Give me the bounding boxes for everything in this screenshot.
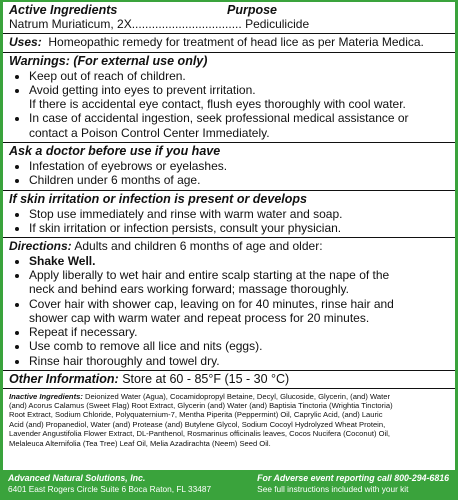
list-item: • If skin irritation or infection persists, consult your physician. bbox=[29, 221, 451, 235]
directions-section bbox=[3, 237, 455, 370]
ingredient-leader-dots: ................................. bbox=[131, 17, 242, 31]
directions-intro: Adults and children 6 months of age and older: bbox=[74, 239, 323, 254]
ingredient-purpose: Pediculicide bbox=[245, 17, 310, 31]
list-item: • Rinse hair thoroughly and towel dry. bbox=[29, 354, 451, 368]
list-item-continuation: contact a Poison Control Center Immediately. bbox=[29, 125, 270, 140]
uses-text: Homeopathic remedy for treatment of head lice as per Materia Medica. bbox=[48, 35, 424, 49]
company-address: 6401 East Rogers Circle Suite 6 Boca Raton, FL 33487 bbox=[8, 484, 212, 494]
list-item-continuation: If there is accidental eye contact, flush eyes thoroughly with cool water. bbox=[29, 97, 406, 112]
company-name: Advanced Natural Solutions, Inc. bbox=[8, 473, 146, 483]
skin-irritation-list bbox=[9, 207, 451, 236]
ask-doctor-list bbox=[9, 159, 451, 188]
inactive-ingredients-section bbox=[3, 388, 455, 451]
list-item: • Shake Well. bbox=[29, 254, 451, 268]
inactive-line: Root Extract, Sodium Chloride, Polyquaternium-7, Mentha Piperita (Peppermint) Oil, Caprylic Acid, (and) Lauric bbox=[9, 410, 383, 420]
inactive-line: (and) Acorus Calamus (Sweet Flag) Root Extract, Glycerin (and) Water (and) Baptisia Tinctoria (Wrightia Tinctoria) bbox=[9, 400, 393, 410]
list-item: • Repeat if necessary. bbox=[29, 325, 451, 339]
footer-bar bbox=[3, 470, 455, 500]
list-item: • Apply liberally to wet hair and entire scalp starting at the nape of the bbox=[29, 268, 451, 282]
list-item-continuation: neck and behind ears working forward; massage thoroughly. bbox=[29, 282, 349, 297]
skin-irritation-title: If skin irritation or infection is present or develops bbox=[9, 191, 307, 206]
warnings-list bbox=[9, 69, 451, 140]
active-ingredients-section bbox=[3, 2, 455, 33]
ask-doctor-title: Ask a doctor before use if you have bbox=[9, 143, 221, 158]
warnings-title: Warnings: (For external use only) bbox=[9, 53, 208, 68]
footer-company-block bbox=[8, 473, 211, 495]
uses-label: Uses: bbox=[9, 35, 42, 49]
inactive-line: Deionized Water (Agua), Cocamidopropyl Betaine, Decyl, Glucoside, Glycerin, (and) Water bbox=[84, 391, 390, 401]
directions-label: Directions: bbox=[9, 239, 72, 254]
list-item: • Keep out of reach of children. bbox=[29, 69, 451, 83]
other-information-section bbox=[3, 370, 455, 388]
inactive-line: Melaleuca Alternifolia (Tea Tree) Leaf Oil, Melia Azadirachta (Neem) Seed Oil. bbox=[9, 438, 271, 448]
footer-reporting-block bbox=[257, 473, 449, 495]
active-ingredients-label: Active Ingredients bbox=[9, 3, 118, 17]
other-information-label: Other Information: bbox=[9, 372, 119, 387]
inactive-line: Lavender Angustifolia Flower Extract, DL-Panthenol, Rosmarinus officinalis leaves, Cocos Nucifera (Coconut) Oil, bbox=[9, 429, 390, 439]
list-item: • Stop use immediately and rinse with warm water and soap. bbox=[29, 207, 451, 221]
other-information-text: Store at 60 - 85°F (15 - 30 °C) bbox=[122, 372, 290, 387]
ingredient-name: Natrum Muriaticum, 2X bbox=[9, 17, 132, 31]
purpose-label: Purpose bbox=[227, 3, 278, 17]
warnings-section bbox=[3, 52, 455, 142]
list-item-continuation: shower cap with warm water and repeat process for 20 minutes. bbox=[29, 310, 370, 325]
adverse-event-phone: For Adverse event reporting call 800-294-6816 bbox=[257, 473, 449, 483]
skin-irritation-section bbox=[3, 190, 455, 238]
directions-list bbox=[9, 254, 451, 368]
inactive-ingredients-label: Inactive Ingredients: bbox=[9, 391, 83, 401]
list-item: • Infestation of eyebrows or eyelashes. bbox=[29, 159, 451, 173]
ingredient-row bbox=[9, 17, 451, 33]
list-item: • Children under 6 months of age. bbox=[29, 173, 451, 187]
active-ingredients-header bbox=[9, 2, 451, 17]
inactive-line: Acid (and) Propanediol, Water (and) Protease (and) Butylene Glycol, Sodium Cocoyl Hydrolyzed Wheat Protein, bbox=[9, 419, 386, 429]
kit-instructions-note: See full instructions included with your kit bbox=[257, 484, 409, 494]
ask-doctor-section bbox=[3, 142, 455, 190]
uses-section bbox=[3, 33, 455, 52]
list-item: • Use comb to remove all lice and nits (eggs). bbox=[29, 339, 451, 353]
list-item: • Cover hair with shower cap, leaving on for 40 minutes, rinse hair and bbox=[29, 297, 451, 311]
list-item: • Avoid getting into eyes to prevent irritation. bbox=[29, 83, 451, 97]
list-item: • In case of accidental ingestion, seek professional medical assistance or bbox=[29, 111, 451, 125]
